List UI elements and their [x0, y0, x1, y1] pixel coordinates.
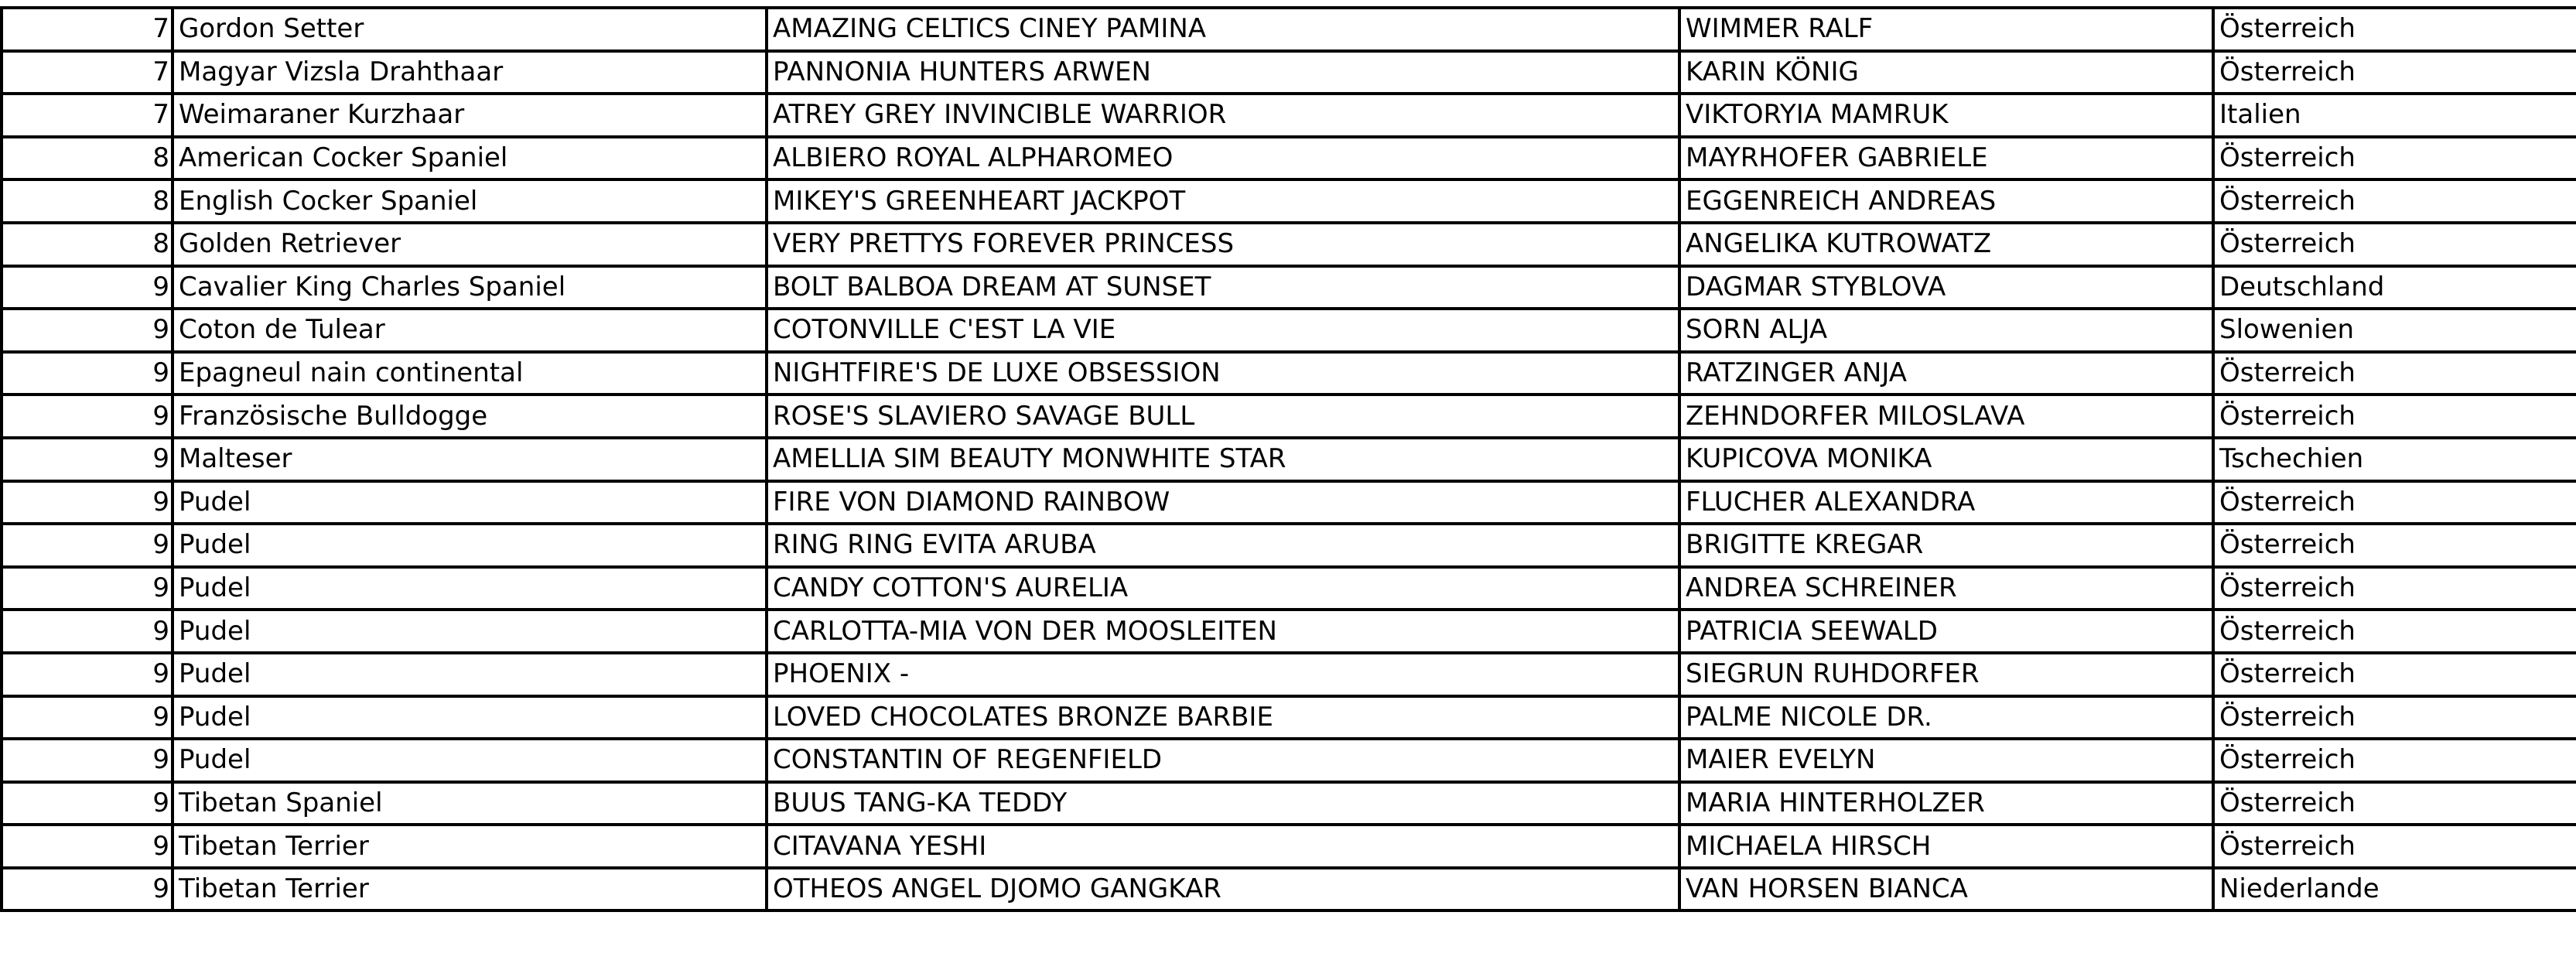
owner-cell: SORN ALJA: [1679, 309, 2213, 352]
group-number-cell: 9: [2, 352, 173, 395]
breed-cell: American Cocker Spaniel: [173, 137, 767, 180]
breed-cell: Magyar Vizsla Drahthaar: [173, 51, 767, 94]
dog-name-cell: COTONVILLE C'EST LA VIE: [767, 309, 1679, 352]
table-row: [2, 653, 2576, 696]
owner-cell: ANDREA SCHREINER: [1679, 567, 2213, 610]
owner-cell: MAIER EVELYN: [1679, 739, 2213, 782]
dog-name-cell: CARLOTTA-MIA VON DER MOOSLEITEN: [767, 610, 1679, 653]
country-cell: Österreich: [2213, 51, 2576, 94]
owner-cell: PALME NICOLE DR.: [1679, 696, 2213, 740]
country-cell: Österreich: [2213, 782, 2576, 825]
owner-cell: MARIA HINTERHOLZER: [1679, 782, 2213, 825]
owner-cell: SIEGRUN RUHDORFER: [1679, 653, 2213, 696]
group-number-cell: 9: [2, 524, 173, 567]
dog-name-cell: MIKEY'S GREENHEART JACKPOT: [767, 179, 1679, 223]
breed-cell: Pudel: [173, 567, 767, 610]
owner-cell: ANGELIKA KUTROWATZ: [1679, 223, 2213, 266]
breed-cell: Pudel: [173, 524, 767, 567]
owner-cell: KUPICOVA MONIKA: [1679, 438, 2213, 481]
country-cell: Österreich: [2213, 739, 2576, 782]
breed-cell: Pudel: [173, 610, 767, 653]
group-number-cell: 9: [2, 309, 173, 352]
table-row: [2, 266, 2576, 309]
owner-cell: MICHAELA HIRSCH: [1679, 825, 2213, 868]
breed-cell: Französische Bulldogge: [173, 395, 767, 438]
country-cell: Österreich: [2213, 481, 2576, 524]
table-row: [2, 567, 2576, 610]
country-cell: Österreich: [2213, 395, 2576, 438]
country-cell: Slowenien: [2213, 309, 2576, 352]
group-number-cell: 7: [2, 51, 173, 94]
results-table-body: [2, 8, 2576, 910]
breed-cell: Cavalier King Charles Spaniel: [173, 266, 767, 309]
owner-cell: MAYRHOFER GABRIELE: [1679, 137, 2213, 180]
table-row: [2, 51, 2576, 94]
owner-cell: FLUCHER ALEXANDRA: [1679, 481, 2213, 524]
country-cell: Österreich: [2213, 179, 2576, 223]
group-number-cell: 8: [2, 223, 173, 266]
group-number-cell: 9: [2, 438, 173, 481]
dog-name-cell: OTHEOS ANGEL DJOMO GANGKAR: [767, 868, 1679, 911]
dog-name-cell: PHOENIX -: [767, 653, 1679, 696]
owner-cell: RATZINGER ANJA: [1679, 352, 2213, 395]
dog-name-cell: FIRE VON DIAMOND RAINBOW: [767, 481, 1679, 524]
table-row: [2, 395, 2576, 438]
country-cell: Österreich: [2213, 567, 2576, 610]
table-row: [2, 825, 2576, 868]
group-number-cell: 9: [2, 395, 173, 438]
group-number-cell: 9: [2, 610, 173, 653]
dog-name-cell: ALBIERO ROYAL ALPHAROMEO: [767, 137, 1679, 180]
table-row: [2, 179, 2576, 223]
country-cell: Österreich: [2213, 137, 2576, 180]
owner-cell: VAN HORSEN BIANCA: [1679, 868, 2213, 911]
group-number-cell: 7: [2, 8, 173, 51]
group-number-cell: 9: [2, 567, 173, 610]
country-cell: Österreich: [2213, 352, 2576, 395]
country-cell: Österreich: [2213, 825, 2576, 868]
country-cell: Niederlande: [2213, 868, 2576, 911]
group-number-cell: 9: [2, 266, 173, 309]
owner-cell: ZEHNDORFER MILOSLAVA: [1679, 395, 2213, 438]
table-row: [2, 137, 2576, 180]
breed-cell: Weimaraner Kurzhaar: [173, 94, 767, 137]
table-row: [2, 8, 2576, 51]
group-number-cell: 7: [2, 94, 173, 137]
country-cell: Tschechien: [2213, 438, 2576, 481]
group-number-cell: 9: [2, 696, 173, 740]
group-number-cell: 9: [2, 481, 173, 524]
breed-cell: Pudel: [173, 653, 767, 696]
breed-cell: Golden Retriever: [173, 223, 767, 266]
country-cell: Österreich: [2213, 653, 2576, 696]
table-row: [2, 94, 2576, 137]
table-row: [2, 309, 2576, 352]
dog-name-cell: AMAZING CELTICS CINEY PAMINA: [767, 8, 1679, 51]
table-row: [2, 782, 2576, 825]
dog-name-cell: AMELLIA SIM BEAUTY MONWHITE STAR: [767, 438, 1679, 481]
breed-cell: Tibetan Terrier: [173, 825, 767, 868]
dog-name-cell: ROSE'S SLAVIERO SAVAGE BULL: [767, 395, 1679, 438]
country-cell: Österreich: [2213, 524, 2576, 567]
dog-name-cell: BUUS TANG-KA TEDDY: [767, 782, 1679, 825]
table-row: [2, 481, 2576, 524]
table-row: [2, 610, 2576, 653]
dog-name-cell: BOLT BALBOA DREAM AT SUNSET: [767, 266, 1679, 309]
owner-cell: EGGENREICH ANDREAS: [1679, 179, 2213, 223]
group-number-cell: 9: [2, 739, 173, 782]
group-number-cell: 8: [2, 137, 173, 180]
breed-cell: Tibetan Spaniel: [173, 782, 767, 825]
breed-cell: Epagneul nain continental: [173, 352, 767, 395]
dog-name-cell: RING RING EVITA ARUBA: [767, 524, 1679, 567]
breed-cell: Coton de Tulear: [173, 309, 767, 352]
breed-cell: Pudel: [173, 481, 767, 524]
group-number-cell: 8: [2, 179, 173, 223]
results-table: [0, 6, 2576, 912]
country-cell: Österreich: [2213, 696, 2576, 740]
table-row: [2, 352, 2576, 395]
breed-cell: Pudel: [173, 696, 767, 740]
country-cell: Österreich: [2213, 223, 2576, 266]
table-row: [2, 223, 2576, 266]
table-row: [2, 696, 2576, 740]
table-row: [2, 739, 2576, 782]
country-cell: Deutschland: [2213, 266, 2576, 309]
dog-name-cell: CANDY COTTON'S AURELIA: [767, 567, 1679, 610]
owner-cell: PATRICIA SEEWALD: [1679, 610, 2213, 653]
table-row: [2, 524, 2576, 567]
group-number-cell: 9: [2, 825, 173, 868]
breed-cell: Gordon Setter: [173, 8, 767, 51]
dog-name-cell: VERY PRETTYS FOREVER PRINCESS: [767, 223, 1679, 266]
breed-cell: English Cocker Spaniel: [173, 179, 767, 223]
dog-name-cell: NIGHTFIRE'S DE LUXE OBSESSION: [767, 352, 1679, 395]
owner-cell: VIKTORYIA MAMRUK: [1679, 94, 2213, 137]
country-cell: Italien: [2213, 94, 2576, 137]
owner-cell: WIMMER RALF: [1679, 8, 2213, 51]
group-number-cell: 9: [2, 782, 173, 825]
country-cell: Österreich: [2213, 610, 2576, 653]
owner-cell: BRIGITTE KREGAR: [1679, 524, 2213, 567]
table-row: [2, 868, 2576, 911]
group-number-cell: 9: [2, 653, 173, 696]
owner-cell: DAGMAR STYBLOVA: [1679, 266, 2213, 309]
breed-cell: Tibetan Terrier: [173, 868, 767, 911]
group-number-cell: 9: [2, 868, 173, 911]
dog-name-cell: LOVED CHOCOLATES BRONZE BARBIE: [767, 696, 1679, 740]
table-row: [2, 438, 2576, 481]
dog-name-cell: CONSTANTIN OF REGENFIELD: [767, 739, 1679, 782]
country-cell: Österreich: [2213, 8, 2576, 51]
dog-name-cell: ATREY GREY INVINCIBLE WARRIOR: [767, 94, 1679, 137]
dog-name-cell: CITAVANA YESHI: [767, 825, 1679, 868]
breed-cell: Pudel: [173, 739, 767, 782]
breed-cell: Malteser: [173, 438, 767, 481]
dog-name-cell: PANNONIA HUNTERS ARWEN: [767, 51, 1679, 94]
owner-cell: KARIN KÖNIG: [1679, 51, 2213, 94]
